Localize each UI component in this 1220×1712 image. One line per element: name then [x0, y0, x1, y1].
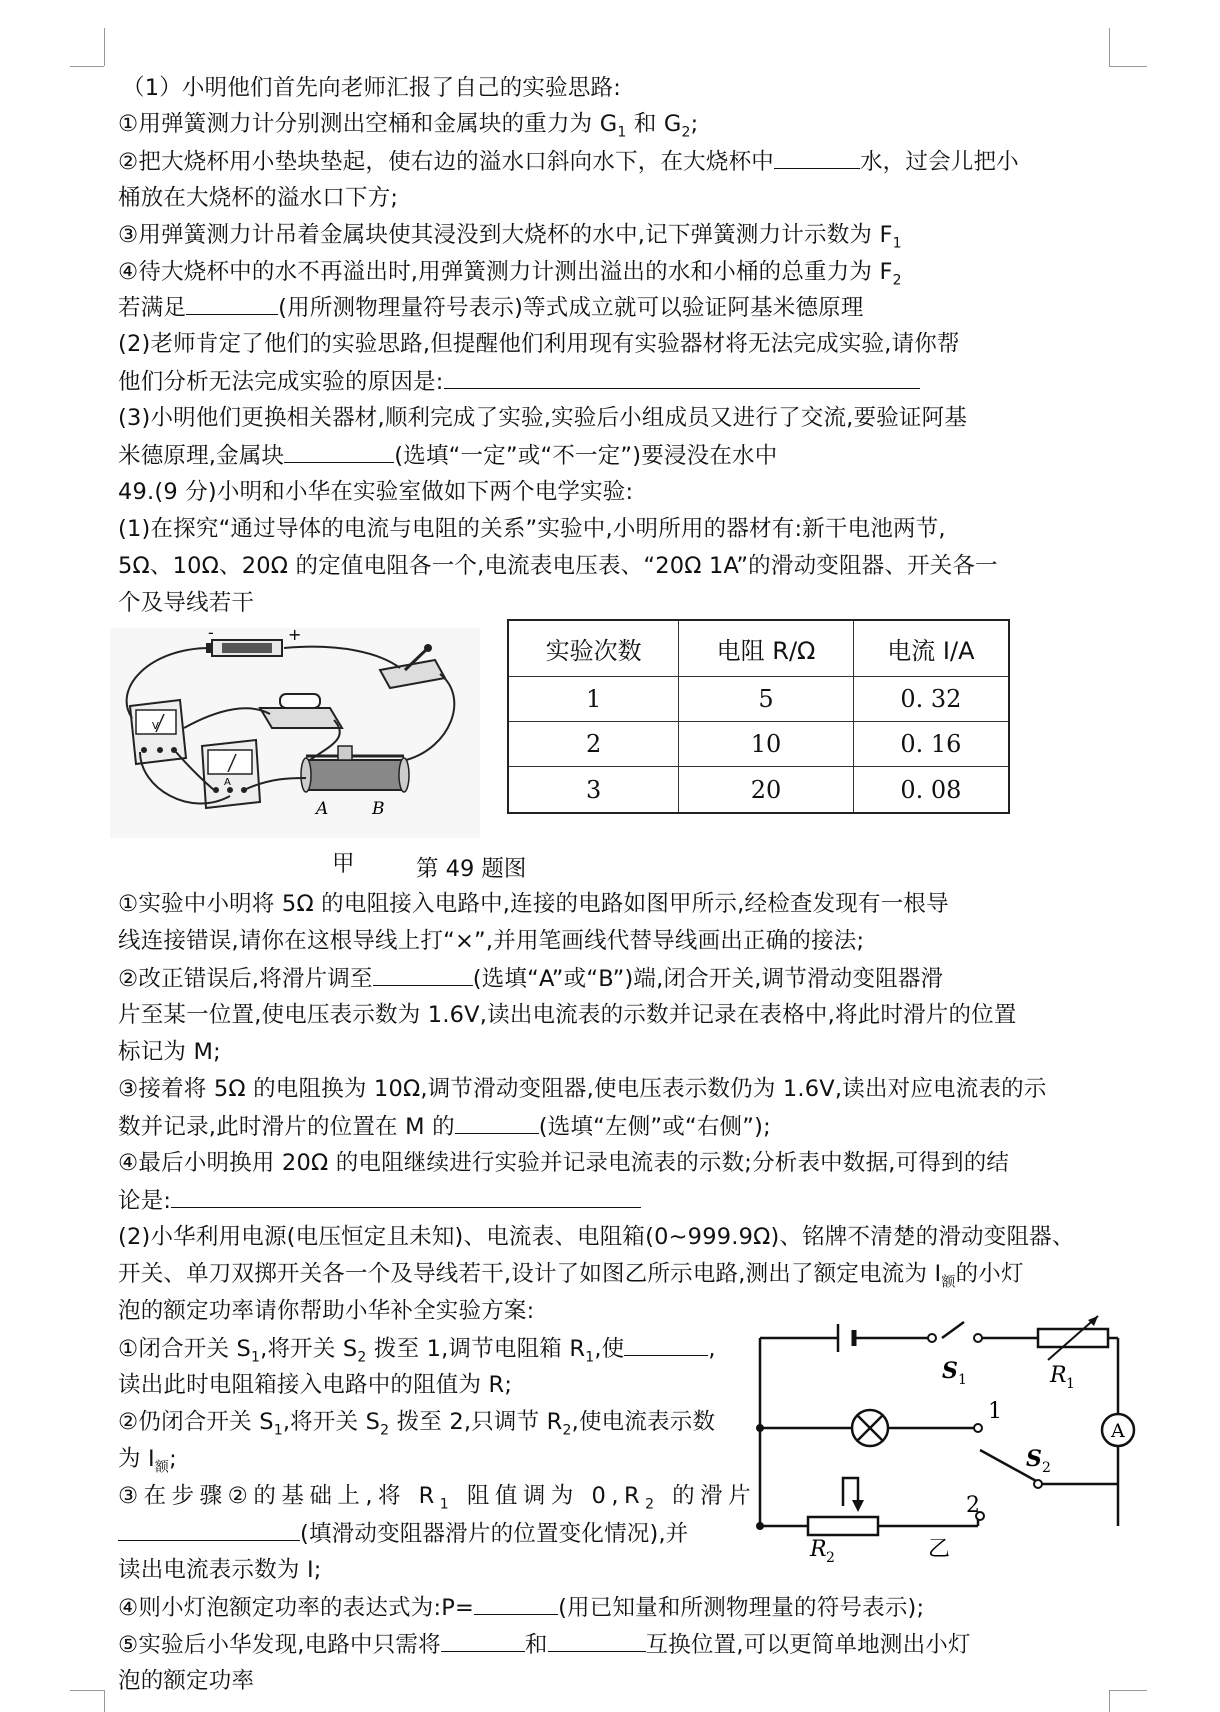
voltmeter-label: V — [152, 721, 159, 732]
t5-line1: ⑤实验后小华发现,电路中只需将 和 互换位置,可以更简单地测出小灯 — [118, 1629, 971, 1660]
label-S1: S — [942, 1358, 958, 1384]
t1-line2: 读出此时电阻箱接入电路中的阻值为 R; — [118, 1372, 513, 1398]
t5-line2: 泡的额定功率 — [118, 1668, 255, 1694]
figure-yi-circuit — [748, 1306, 1148, 1566]
figure-jia-circuit — [110, 623, 480, 838]
ammeter-label: A — [224, 777, 231, 788]
q49-p1-line1: (1)在探究“通过导体的电流与电阻的关系”实验中,小明所用的器材有:新干电池两节, — [118, 516, 946, 542]
rheostat-terminal-A: A — [316, 799, 329, 819]
part1-step3: ③用弹簧测力计吊着金属块使其浸没到大烧杯的水中,记下弹簧测力计示数为 $F_1$ — [118, 222, 902, 252]
part1-step4: ④待大烧杯中的水不再溢出时,用弹簧测力计测出溢出的水和小桶的总重力为 $F_2$ — [118, 259, 902, 289]
table-cell: 10 — [679, 722, 854, 767]
table-header: 实验次数 — [508, 620, 679, 676]
ammeter-icon — [202, 740, 260, 808]
table-row — [508, 676, 1009, 721]
part1-condition: 若满足 (用所测物理量符号表示)等式成立就可以验证阿基米德原理 — [118, 292, 864, 323]
label-S1-sub: 1 — [958, 1372, 967, 1388]
label-R2-sub: 2 — [826, 1550, 835, 1566]
label-terminal-1: 1 — [988, 1399, 1002, 1424]
corner-mark-top-left-h — [70, 66, 104, 67]
answer-blank[interactable] — [118, 1518, 300, 1541]
lamp-icon — [852, 1410, 888, 1446]
part3-line2: 米德原理,金属块 (选填“一定”或“不一定”)要浸没在水中 — [118, 440, 777, 471]
table-cell: 5 — [679, 676, 854, 721]
p2-line1: (2)小华利用电源(电压恒定且未知)、电流表、电阻箱(0~999.9Ω)、铭牌不清楚的滑动变阻器、 — [118, 1224, 1075, 1250]
answer-blank[interactable] — [624, 1333, 708, 1356]
s4-line2: 论是: — [118, 1185, 641, 1216]
s1-line1: ①实验中小明将 5Ω 的电阻接入电路中,连接的电路如图甲所示,经检查发现有一根导 — [118, 891, 949, 917]
s4-line1: ④最后小明换用 20Ω 的电阻继续进行实验并记录电流表的示数;分析表中数据,可得到的结 — [118, 1150, 1010, 1176]
table-cell: 3 — [508, 767, 679, 813]
battery-icon — [206, 640, 282, 656]
part1-step2-cont: 桶放在大烧杯的溢水口下方; — [118, 185, 399, 211]
table-row — [508, 767, 1009, 813]
table-cell: 0. 32 — [853, 676, 1009, 721]
figure-yi-label: 乙 — [928, 1537, 951, 1562]
figure-jia-label: 甲 — [332, 851, 355, 877]
part3-line1: (3)小明他们更换相关器材,顺利完成了实验,实验后小组成员又进行了交流,要验证阿基 — [118, 405, 968, 431]
s2-line1: ②改正错误后,将滑片调至 (选填“A”或“B”)端,闭合开关,调节滑动变阻器滑 — [118, 963, 943, 994]
part2-line1: (2)老师肯定了他们的实验思路,但提醒他们利用现有实验器材将无法完成实验,请你帮 — [118, 331, 960, 357]
part1-step1: ①用弹簧测力计分别测出空桶和金属块的重力为 $G_1$ 和 $G_2$; — [118, 111, 699, 141]
label-R2: R — [810, 1537, 827, 1562]
part1-step2: ②把大烧杯用小垫块垫起，使右边的溢水口斜向水下，在大烧杯中 水，过会儿把小 — [118, 146, 1019, 177]
corner-mark-top-right-h — [1109, 66, 1147, 67]
p2-line2: 开关、单刀双掷开关各一个及导线若干,设计了如图乙所示电路,测出了额定电流为 $I_额$的小灯 — [118, 1261, 1024, 1291]
label-R1: R — [1050, 1363, 1067, 1388]
answer-blank[interactable] — [441, 1629, 525, 1652]
variable-resistor-arrow-icon — [1048, 1316, 1098, 1360]
t3-line3: 读出电流表示数为 I; — [118, 1557, 322, 1583]
q49-p1-line2: 5Ω、10Ω、20Ω 的定值电阻各一个,电流表电压表、“20Ω 1A”的滑动变阻器、开关各一 — [118, 553, 998, 579]
table-header: 电流 I/A — [853, 620, 1009, 676]
answer-blank[interactable] — [373, 963, 473, 986]
t1-line1: ①闭合开关 $S_1$,将开关 $S_2$ 拨至 1,调节电阻箱 $R_1$,使 , — [118, 1333, 716, 1364]
part2-line2: 他们分析无法完成实验的原因是: — [118, 366, 920, 397]
t3-line1: ③在步骤②的基础上,将 $R_1$ 阻值调为 $0,R_2$ 的滑片 — [118, 1483, 757, 1513]
part1-title: （1）小明他们首先向老师汇报了自己的实验思路: — [122, 75, 621, 101]
label-terminal-2: 2 — [966, 1493, 980, 1518]
s2-line3: 标记为 M; — [118, 1039, 221, 1065]
ammeter-label: A — [1111, 1420, 1125, 1442]
q49-p1-line3: 个及导线若干 — [118, 590, 255, 616]
t3-line2: (填滑动变阻器滑片的位置变化情况),并 — [118, 1518, 689, 1549]
t2-line2: 为 $I_额$; — [118, 1446, 177, 1476]
s3-line1: ③接着将 5Ω 的电阻换为 10Ω,调节滑动变阻器,使电压表示数仍为 1.6V,读出对应电流表的示 — [118, 1076, 1047, 1102]
table-cell: 1 — [508, 676, 679, 721]
answer-blank[interactable] — [474, 1592, 558, 1615]
corner-mark-bottom-right-h — [1109, 1690, 1147, 1691]
figure-caption: 第 49 题图 — [416, 856, 527, 882]
corner-mark-top-left — [104, 28, 105, 66]
slider-arrow-icon — [852, 1500, 864, 1512]
corner-mark-top-right — [1109, 28, 1110, 66]
answer-blank[interactable] — [455, 1111, 539, 1134]
answer-blank[interactable] — [186, 292, 278, 315]
s2-line2: 片至某一位置,使电压表示数为 1.6V,读出电流表的示数并记录在表格中,将此时滑片的位置 — [118, 1002, 1017, 1028]
battery-plus-label: + — [288, 625, 302, 644]
p2-line3: 泡的额定功率请你帮助小华补全实验方案: — [118, 1298, 535, 1324]
t2-line1: ②仍闭合开关 $S_1$,将开关 $S_2$ 拨至 2,只调节 $R_2$,使电流表示数 — [118, 1409, 716, 1439]
answer-blank[interactable] — [171, 1185, 641, 1208]
answer-blank[interactable] — [774, 146, 860, 169]
s1-line2: 线连接错误,请你在这根导线上打“×”,并用笔画线代替导线画出正确的接法; — [118, 928, 865, 954]
table-cell: 20 — [679, 767, 854, 813]
table-row — [508, 722, 1009, 767]
battery-minus-label: - — [208, 623, 214, 642]
corner-mark-bottom-left-h — [70, 1690, 104, 1691]
table-cell: 0. 16 — [853, 722, 1009, 767]
table-header: 电阻 R/Ω — [679, 620, 854, 676]
answer-blank[interactable] — [548, 1629, 646, 1652]
data-table — [507, 619, 1010, 814]
q49-heading: 49.(9 分)小明和小华在实验室做如下两个电学实验: — [118, 479, 634, 505]
rheostat-terminal-B: B — [372, 799, 385, 819]
t4-line: ④则小灯泡额定功率的表达式为:P= (用已知量和所测物理量的符号表示); — [118, 1592, 924, 1623]
answer-blank[interactable] — [444, 366, 920, 389]
table-cell: 2 — [508, 722, 679, 767]
label-R1-sub: 1 — [1066, 1376, 1075, 1392]
label-S2: S — [1026, 1446, 1042, 1472]
table-header-row — [508, 620, 1009, 676]
label-S2-sub: 2 — [1042, 1460, 1051, 1476]
corner-mark-bottom-right — [1109, 1690, 1110, 1712]
corner-mark-bottom-left — [104, 1690, 105, 1712]
answer-blank[interactable] — [284, 440, 394, 463]
s3-line2: 数并记录,此时滑片的位置在 M 的 (选填“左侧”或“右侧”); — [118, 1111, 771, 1142]
table-cell: 0. 08 — [853, 767, 1009, 813]
